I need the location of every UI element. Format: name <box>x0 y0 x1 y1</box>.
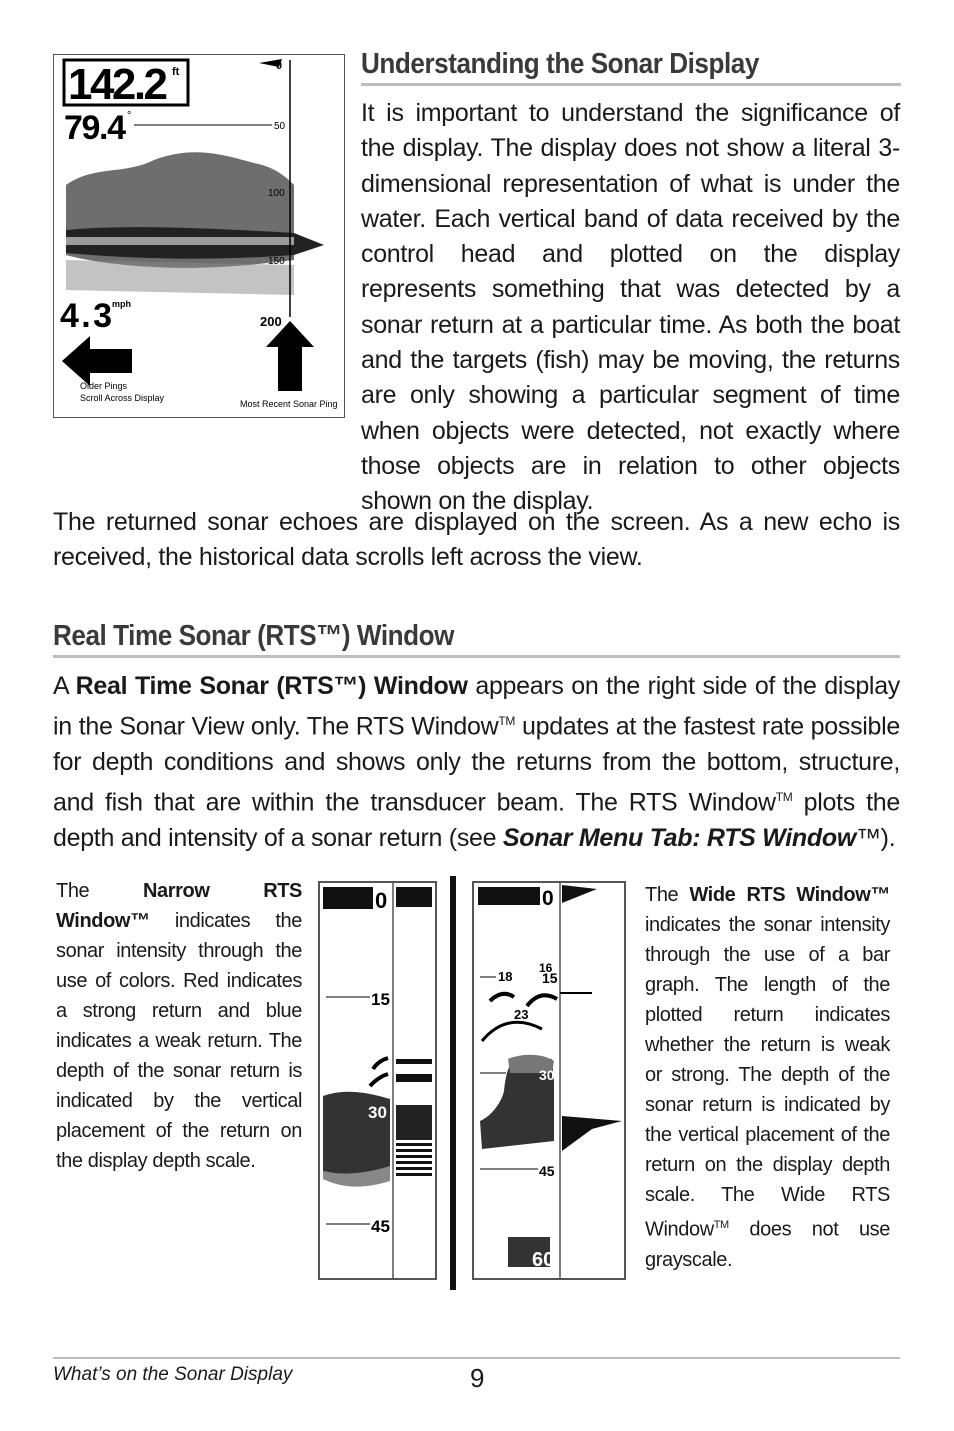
paragraph-returned-echoes: The returned sonar echoes are displayed on the screen. As a new echo is received, the historical data scrolls left across the view. <box>53 508 900 572</box>
rts-tm-2: TM <box>775 790 793 805</box>
narrow-scale-45: 45 <box>371 1217 390 1236</box>
temp-unit: ° <box>127 110 132 122</box>
arrow-up-icon <box>266 321 314 391</box>
wide-bold-term: Wide RTS Window™ <box>689 884 890 906</box>
paragraph-rts-window <box>53 669 900 856</box>
rts-bold-term: Real Time Sonar (RTS™) Window <box>75 672 468 700</box>
narrow-rts-figure <box>318 881 437 1280</box>
wide-fish-23: 23 <box>514 1007 529 1022</box>
caption-most-recent: Most Recent Sonar Ping <box>240 399 338 409</box>
page-number: 9 <box>470 1363 485 1393</box>
caption-older-pings: Older Pings <box>80 381 128 391</box>
figure-divider <box>450 876 456 1290</box>
wide-fish-16: 16 <box>539 961 553 975</box>
wide-scale-30: 30 <box>539 1067 555 1083</box>
caption-scroll-across: Scroll Across Display <box>80 393 165 403</box>
narrow-text: indicates the sonar intensity through the use of colors. Red indicates a strong return and blue indicates a weak return. The depth of the sonar return is indicated by the vertical placement of the return on the display depth scale. <box>56 910 302 1172</box>
sonar-display-drawing <box>54 55 344 417</box>
wide-rts-drawing <box>472 881 626 1280</box>
wide-scale-45: 45 <box>539 1163 555 1179</box>
rts-text-3: plots the depth and intensity of a sonar return (see <box>53 788 901 852</box>
wide-tm: TM <box>713 1219 729 1231</box>
scale-label-150: 150 <box>268 256 285 267</box>
wide-rts-figure <box>472 881 626 1280</box>
rts-lead: A <box>53 672 76 700</box>
wide-rts-description <box>645 880 890 1275</box>
narrow-scale-0: 0 <box>375 888 388 913</box>
narrow-bold-term: Narrow RTS Window™ <box>56 880 303 932</box>
speed-reading: 4.3 <box>60 297 112 335</box>
narrow-rts-drawing <box>318 881 437 1280</box>
arrow-left-icon <box>62 336 132 386</box>
paragraph-significance: It is important to understand the significance of the display. The display does not show a literal 3-dimensional representation of what is under the water. Each vertical band of data received by the control head and plotted on the display represents something that was detected by a sonar return at a particular time. As both the boat and the targets (fish) may be moving, the returns are only showing a particular segment of time when objects were detected, not exactly where those objects are in relation to other objects shown on the display. <box>361 99 900 516</box>
footer-section-title: What’s on the Sonar Display <box>53 1364 293 1385</box>
speed-unit: mph <box>112 299 131 309</box>
wide-fish-18: 18 <box>498 969 513 984</box>
wide-text-2: does not use grayscale. <box>645 1218 890 1271</box>
wide-lead: The <box>645 884 690 906</box>
narrow-scale-15: 15 <box>371 990 390 1009</box>
depth-reading: 142.2 <box>68 60 168 109</box>
scale-label-200: 200 <box>260 314 282 329</box>
wide-scale-60: 60 <box>532 1249 555 1271</box>
scale-label-100: 100 <box>268 188 285 199</box>
wide-scale-15: 15 <box>542 970 558 986</box>
narrow-lead: The <box>56 880 143 902</box>
wide-scale-0: 0 <box>542 887 554 910</box>
section-heading-rts: Real Time Sonar (RTS™) Window <box>53 620 900 658</box>
depth-unit: ft <box>172 66 180 78</box>
sonar-display-figure <box>53 54 345 418</box>
temp-reading: 79.4 <box>64 109 126 147</box>
rts-menu-reference: Sonar Menu Tab: RTS Window <box>502 823 856 852</box>
section-heading-understanding: Understanding the Sonar Display <box>361 48 901 86</box>
rts-tm-1: TM <box>498 714 516 729</box>
rts-text-1: appears on the right side of the display in the Sonar View only. The RTS Window <box>53 672 900 741</box>
rts-text-end: ™). <box>855 823 896 852</box>
scale-label-50: 50 <box>274 121 286 132</box>
wide-text-1: indicates the sonar intensity through the use of a bar graph. The length of the plotted return indicates whether the return is weak or strong. The depth of the sonar return is indicated by the vertical placement of the return on the display depth scale. The Wide RTS Window <box>645 914 890 1241</box>
rts-text-2: updates at the fastest rate possible for depth conditions and shows only the returns from the bottom, structure, and fish that are within the transducer beam. The RTS Window <box>53 712 900 817</box>
narrow-rts-description <box>56 876 302 1176</box>
narrow-scale-30: 30 <box>368 1103 387 1122</box>
scale-label-0: 0 <box>276 60 283 72</box>
footer-rule <box>53 1357 900 1359</box>
